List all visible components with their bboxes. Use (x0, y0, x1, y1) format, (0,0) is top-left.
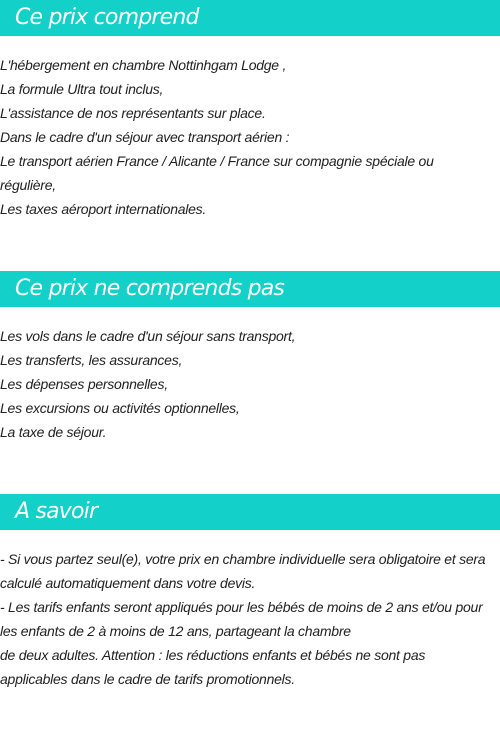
list-item: L'assistance de nos représentants sur place. (0, 105, 266, 121)
list-item: La taxe de séjour. (0, 424, 107, 440)
section-body-ce-prix-ne-comprends-pas (0, 324, 500, 444)
section-header-a-savoir: A savoir (0, 494, 500, 530)
list-item: L'hébergement en chambre Nottinhgam Lodge , (0, 57, 287, 73)
list-item: - Les tarifs enfants seront appliqués pour les bébés de moins de 2 ans et/ou pour les enfants de 2 à moins de 12 ans, partageant la chambre (0, 599, 483, 639)
list-item: Les dépenses personnelles, (0, 376, 168, 392)
list-item: - Si vous partez seul(e), votre prix en chambre individuelle sera obligatoire et sera calculé automatiquement dans votre devis. (0, 551, 486, 591)
section-header-ce-prix-comprend: Ce prix comprend (0, 0, 500, 36)
list-item: Les excursions ou activités optionnelles, (0, 400, 240, 416)
section-body-ce-prix-comprend (0, 53, 500, 221)
list-item: Les taxes aéroport internationales. (0, 201, 207, 217)
list-item: La formule Ultra tout inclus, (0, 81, 164, 97)
section-body-a-savoir (0, 547, 500, 691)
list-item: Les transferts, les assurances, (0, 352, 183, 368)
list-item: de deux adultes. Attention : les réductions enfants et bébés ne sont pas applicables dans le cadre de tarifs promotionnels. (0, 647, 426, 687)
section-header-ce-prix-ne-comprends-pas: Ce prix ne comprends pas (0, 271, 500, 307)
list-item: Les vols dans le cadre d'un séjour sans transport, (0, 328, 296, 344)
list-item: Le transport aérien France / Alicante / France sur compagnie spéciale ou régulière, (0, 153, 434, 193)
list-item: Dans le cadre d'un séjour avec transport aérien : (0, 129, 290, 145)
